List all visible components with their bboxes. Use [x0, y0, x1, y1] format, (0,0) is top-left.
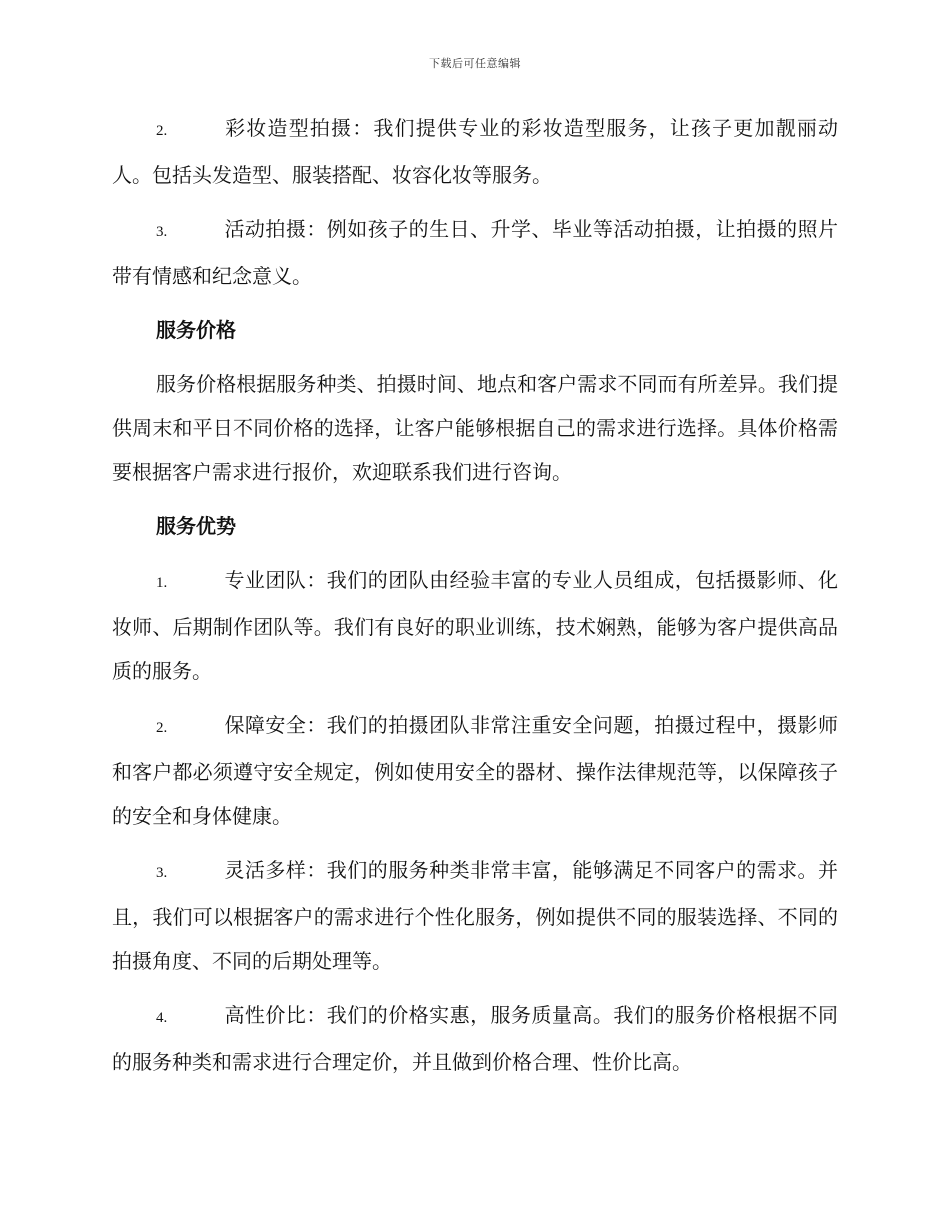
list-item — [112, 207, 838, 298]
list-text: 保障安全：我们的拍摄团队非常注重安全问题，拍摄过程中，摄影师和客户都必须遵守安全规定，例如使用安全的器材、操作法律规范等，以保障孩子的安全和身体健康。 — [112, 713, 838, 828]
list-item — [112, 993, 838, 1084]
list-text: 彩妆造型拍摄：我们提供专业的彩妆造型服务，让孩子更加靓丽动人。包括头发造型、服装搭配、妆容化妆等服务。 — [112, 116, 838, 187]
price-paragraph: 服务价格根据服务种类、拍摄时间、地点和客户需求不同而有所差异。我们提供周末和平日不同价格的选择，让客户能够根据自己的需求进行选择。具体价格需要根据客户需求进行报价，欢迎联系我们进行咨询。 — [112, 372, 838, 484]
list-number: 3. — [156, 865, 168, 881]
document-body — [112, 106, 838, 1094]
list-item — [112, 558, 838, 693]
list-text: 灵活多样：我们的服务种类非常丰富，能够满足不同客户的需求。并且，我们可以根据客户的需求进行个性化服务，例如提供不同的服装选择、不同的拍摄角度、不同的后期处理等。 — [112, 858, 838, 973]
list-item — [112, 106, 838, 197]
list-number: 4. — [156, 1010, 168, 1026]
list-item — [112, 703, 838, 838]
list-number: 3. — [156, 224, 168, 240]
list-item — [112, 848, 838, 983]
page-header: 下载后可任意编辑 — [429, 57, 521, 70]
list-text: 高性价比：我们的价格实惠，服务质量高。我们的服务价格根据不同的服务种类和需求进行合理定价，并且做到价格合理、性价比高。 — [112, 1003, 838, 1074]
list-text: 专业团队：我们的团队由经验丰富的专业人员组成，包括摄影师、化妆师、后期制作团队等。我们有良好的职业训练，技术娴熟，能够为客户提供高品质的服务。 — [112, 568, 838, 683]
section-heading-advantage: 服务优势 — [156, 514, 236, 538]
list-number: 2. — [156, 123, 168, 139]
list-number: 1. — [156, 575, 168, 591]
section-heading-price: 服务价格 — [156, 318, 236, 342]
list-text: 活动拍摄：例如孩子的生日、升学、毕业等活动拍摄，让拍摄的照片带有情感和纪念意义。 — [112, 217, 838, 288]
list-number: 2. — [156, 720, 168, 736]
